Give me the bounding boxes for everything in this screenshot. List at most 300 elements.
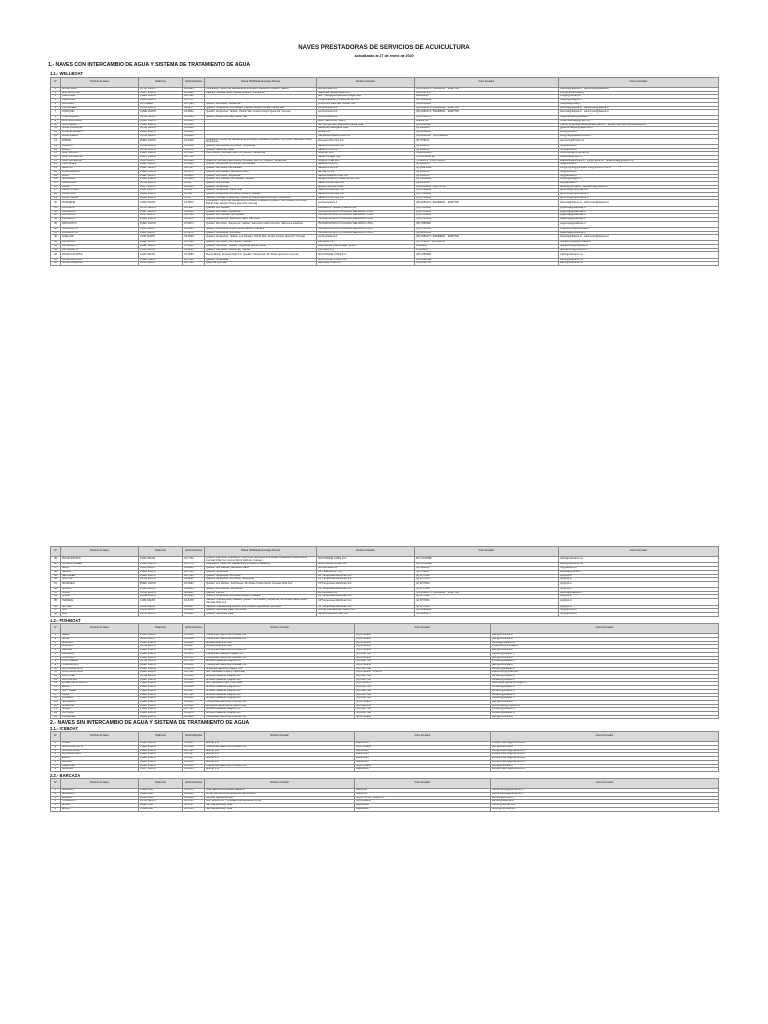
cell-owner-email[interactable]: nrp@debiolu.cl: [559, 612, 719, 616]
cell-owner-email[interactable]: enrique.cisterna@blumar.com: [491, 757, 719, 761]
cell-owner-name: La Peninsula S.A.: [317, 116, 415, 120]
cell-num: 5: [51, 649, 61, 653]
cell-call-sign: CA 7442: [183, 671, 205, 675]
cell-owner-email[interactable]: cpt@cpt.cl: [559, 599, 719, 605]
cell-owner-name: CPT Empresas Marítimas S.A.: [317, 605, 415, 609]
cell-owner-name: Cargueras Albatros Ltda S.A.: [317, 134, 415, 138]
cell-owner-email[interactable]: pam@krumlinda.cl: [491, 656, 719, 660]
cell-owner-email[interactable]: gguerrerhaugar@cadelchie.cl: [559, 127, 719, 131]
cell-vessel-name: CHILONQUES: [61, 116, 139, 120]
cell-owner-name: CPT Empresas Marítimas S.A.: [317, 588, 415, 592]
cell-owner-email[interactable]: info@cargueraslamostrea.cl: [559, 134, 719, 138]
cell-owner-name: José Salomón Almonacid Gallardo: [205, 789, 355, 793]
cell-owner-email[interactable]: cpt@cpt.cl: [559, 574, 719, 578]
cell-num: 50: [51, 578, 61, 582]
cell-registration: PUEO VALPO: [139, 749, 183, 753]
cell-num: 37: [51, 231, 61, 235]
cell-owner-email[interactable]: contacto@fisapod.cl: [491, 693, 719, 697]
cell-vessel-name: ORCA YAGAN: [61, 196, 139, 200]
cell-registration: PUEP VALPO: [139, 210, 183, 214]
cell-owner-email[interactable]: salmonwell@aguamarmin.cl: [491, 789, 719, 793]
cell-owner-email[interactable]: contacto@fisapod.cl: [491, 697, 719, 701]
column-header-owner-name: Nombre Armador: [317, 547, 415, 557]
cell-owner-email[interactable]: nrscabricoscas@rihclalue.cl: [559, 241, 719, 245]
cell-owner-phone: (2) 4608015: [415, 567, 559, 571]
cell-owner-email[interactable]: dmitrio@hotmail.com: [491, 804, 719, 808]
cell-num: 14: [51, 138, 61, 144]
cell-owner-email[interactable]: mmarinnavasa@gmail.com: [559, 120, 719, 124]
cell-owner-phone: (65) 7856665: [415, 206, 559, 210]
cell-owner-name: La Peninsula S.A.: [317, 567, 415, 571]
cell-num: 27: [51, 189, 61, 193]
cell-owner-email[interactable]: analuundia@knotrik.cl · info@navidin.cl · analuundia@grupfish.mx: [559, 159, 719, 163]
cell-owner-email[interactable]: enrique.cisterna@blumar.com: [491, 760, 719, 764]
cell-owner-email[interactable]: ainfo@prosal.cl: [559, 131, 719, 135]
cell-num: 8: [51, 116, 61, 120]
cell-owner-email[interactable]: pvgancaja@wellboat.cl: [559, 206, 719, 210]
cell-call-sign: CA 6384: [183, 609, 205, 613]
cell-discharge-plants: Quellón: Los Pandes: [205, 181, 317, 185]
cell-registration: PUEO VALPO: [139, 574, 183, 578]
cell-num: 11: [51, 127, 61, 131]
table-header-row: [51, 78, 719, 88]
cell-owner-email[interactable]: cpt@cpt.cl: [559, 605, 719, 609]
cell-discharge-plants: Quellón: Río Dulce, Surpesmar: [205, 174, 317, 178]
cell-owner-email[interactable]: operaciones@riodulce.cl: [559, 248, 719, 252]
cell-owner-name: La Peninsula S.A.: [317, 106, 415, 110]
cell-num: 18: [51, 156, 61, 160]
column-header-num: N°: [51, 624, 61, 634]
cell-num: 34: [51, 218, 61, 222]
cell-call-sign: CA 7333: [183, 749, 205, 753]
cell-vessel-name: CONTINELLE: [61, 660, 139, 664]
barcaza-table: [50, 778, 719, 811]
cell-owner-email[interactable]: nrp@debiolu.cl: [559, 163, 719, 167]
cell-owner-email[interactable]: contacto@fisapod.cl: [491, 675, 719, 679]
cell-vessel-name: ORCA: [61, 693, 139, 697]
cell-owner-email[interactable]: salmonwell@aguamarmin.cl: [491, 793, 719, 797]
cell-owner-name: Blumar S.A.: [205, 742, 355, 746]
cell-discharge-plants: Puerto Montt: Cermaq Chile S.A. Quellón: Surpesmar: [205, 152, 317, 156]
cell-owner-email[interactable]: contacto@fisapod.cl: [491, 667, 719, 671]
cell-num: 36: [51, 227, 61, 231]
cell-registration: PUEO VALPO: [139, 196, 183, 200]
cell-owner-email[interactable]: contacto@fisapod.cl: [491, 660, 719, 664]
cell-owner-email[interactable]: mamar_peguilla@calcahuanaservisma.cl · aurelio.ropiso@marimadrasuros.cl: [559, 123, 719, 127]
cell-owner-email[interactable]: tbarreda@lapasa.cl · salmonwell@lapasa.cl: [559, 235, 719, 241]
cell-registration: CURY VALPO: [139, 185, 183, 189]
cell-owner-email[interactable]: enrique.cisterna@blumar.com: [491, 742, 719, 746]
cell-owner-name: Naviera Orca S.A.: [317, 163, 415, 167]
cell-owner-email[interactable]: pam@krumlinda.cl: [491, 663, 719, 667]
cell-owner-name: Arriendo Navieras Fisapod S.A.: [205, 675, 355, 679]
cell-registration: PUEO VALPO: [139, 764, 183, 768]
cell-call-sign: CA 7556: [183, 214, 205, 218]
cell-registration: PUEO VALPO: [139, 742, 183, 746]
column-header-registration: Matrícula: [139, 779, 183, 789]
column-header-owner-phone: Fono Armador: [355, 624, 491, 634]
cell-owner-name: Transportes Marítimos Krumlike S.A.: [205, 638, 355, 642]
cell-registration: PUEO VALPO: [139, 686, 183, 690]
cell-owner-name: Soc. de Servicios Marítimos Mamar Ltda.: [317, 123, 415, 127]
cell-discharge-plants: Chacabuco: Centro de Faenamiento & Acopio Chacabuco Quellón: Río Dulce, Salmones Cailin, Surpesmar: [205, 138, 317, 144]
cell-owner-email[interactable]: cpt@cpt.cl: [559, 581, 719, 587]
cell-registration: CUCE VALPO: [139, 595, 183, 599]
cell-registration: PUEO VALPO: [139, 170, 183, 174]
cell-owner-email[interactable]: tbarreda@lapasa.cl · salmonwell@lapasa.cl: [559, 88, 719, 92]
cell-call-sign: CA 6086: [183, 638, 205, 642]
cell-owner-email[interactable]: aurelio@carmaa.cl · aunsantha@caltima.cl: [559, 185, 719, 189]
cell-owner-name: Blumar S.A.: [205, 749, 355, 753]
cell-owner-phone: (65) 2744950: [355, 746, 491, 750]
cell-owner-name: Blumar S.A.: [205, 768, 355, 772]
cell-num: 58: [51, 612, 61, 616]
cell-owner-phone: (65) 2531900: [415, 123, 559, 127]
cell-owner-email[interactable]: reservas.pm@cashmerahjos.cl: [491, 682, 719, 686]
cell-discharge-plants: Quellón: Los Pandes, Salmones Cailin: [205, 170, 317, 174]
cell-owner-phone: 998803265: [355, 760, 491, 764]
cell-owner-email[interactable]: enrique.cisterna@blumar.com: [491, 749, 719, 753]
cell-owner-email[interactable]: enrique.cisterna@blumar.com: [491, 768, 719, 772]
cell-num: 54: [51, 595, 61, 599]
cell-registration: CUEP VALPO: [139, 245, 183, 249]
column-header-owner-phone: Fono Armador: [355, 779, 491, 789]
cell-owner-email[interactable]: tbarreda@lapasa.cl: [559, 591, 719, 595]
cell-call-sign: CA 5002: [183, 110, 205, 116]
cell-num: 16: [51, 148, 61, 152]
cell-discharge-plants: Puerto Montt: Cermaq Chile S.A. Quellón: Surpesmar, Río Dulce Quemchi: Cermaq: [205, 252, 317, 258]
cell-discharge-plants: Quellón: Surpesmar, Río Dulce Calbuco: Caicaen: [205, 193, 317, 197]
cell-owner-phone: (2) 3077800: [415, 578, 559, 582]
cell-owner-email[interactable]: nrp@debiolu.cl: [559, 170, 719, 174]
cell-owner-email[interactable]: enrique.cisterna@blumar.com: [491, 753, 719, 757]
cell-owner-email[interactable]: mstrumieha@grupmar.me: [559, 152, 719, 156]
cell-call-sign: CA 5848: [183, 686, 205, 690]
cell-discharge-plants: Quellón: Surpesmar: [205, 258, 317, 262]
cell-owner-phone: (65) 2581073 / 652486501 · 9099?709: [415, 88, 559, 92]
cell-num: 8: [51, 660, 61, 664]
cell-call-sign: CA 7143: [183, 708, 205, 712]
table-header-row: [51, 732, 719, 742]
cell-vessel-name: CAROLINA: [61, 99, 139, 103]
cell-owner-email[interactable]: cddor@solstrans.me: [559, 258, 719, 262]
cell-owner-phone: 65 2-2855232: [415, 178, 559, 182]
cell-owner-email[interactable]: pam@krumlinda.cl: [491, 746, 719, 750]
cell-registration: CUTE VALPO: [139, 675, 183, 679]
table-row: [51, 612, 719, 616]
cell-owner-email[interactable]: nrp@debiolu.cl: [559, 567, 719, 571]
cell-owner-email[interactable]: pam@krumlinda.cl: [491, 715, 719, 719]
cell-owner-email[interactable]: tbarreda@lapasa.cl · salmonwell@lapasa.cl: [559, 200, 719, 206]
cell-owner-email[interactable]: gvcorrish@rupnomarca.cl: [559, 193, 719, 197]
cell-owner-name: Naviera Orca Chile S.A.: [317, 181, 415, 185]
cell-owner-email[interactable]: matriculad@fidex.cl: [559, 156, 719, 160]
cell-owner-phone: (65) 2581073 / 652486501 · 9099?709: [415, 110, 559, 116]
cell-owner-phone: 998840899: [355, 807, 491, 811]
cell-call-sign: CA 6767: [183, 804, 205, 808]
cell-owner-email[interactable]: nrp@debiolu.cl: [559, 174, 719, 178]
cell-owner-email[interactable]: rc@lanavaldes@lapasa.cl: [559, 116, 719, 120]
cell-call-sign: CA 8048: [183, 127, 205, 131]
cell-owner-email[interactable]: gvcorrish@rupnomarca.cl: [559, 196, 719, 200]
cell-owner-phone: (2) 4608015: [415, 163, 559, 167]
cell-owner-email[interactable]: mstyneb.ome@wellboat.cl: [559, 227, 719, 231]
cell-owner-email[interactable]: pam@krumlinda.cl: [491, 700, 719, 704]
cell-owner-name: Naviera El Navegante Ltda.: [317, 127, 415, 131]
cell-vessel-name: SALVADO: [61, 768, 139, 772]
cell-owner-email[interactable]: serca.pt@tivisisb.cl: [491, 796, 719, 800]
column-header-owner-phone: Fono Armador: [415, 78, 559, 88]
cell-registration: PUEO VALPO: [139, 581, 183, 587]
column-header-owner-email: Correo Armador: [491, 732, 719, 742]
cell-owner-email[interactable]: contacto@fisapod.cl: [491, 712, 719, 716]
cell-call-sign: CA 5628: [183, 178, 205, 182]
cell-owner-email[interactable]: cdwyer@abagon.cl: [559, 99, 719, 103]
cell-owner-email[interactable]: cpt@cpt.cl: [559, 595, 719, 599]
cell-owner-email[interactable]: dmitrio@hotmail.com: [491, 807, 719, 811]
cell-num: 17: [51, 693, 61, 697]
cell-call-sign: CA 8723: [183, 800, 205, 804]
cell-vessel-name: QUELLÓN: [61, 235, 139, 241]
cell-vessel-name: DON MAXI: [61, 102, 139, 106]
cell-call-sign: CA 3887: [183, 206, 205, 210]
cell-owner-phone: (2) 3077800: [415, 581, 559, 587]
cell-owner-email[interactable]: tucucontacto@castrum.cl: [491, 704, 719, 708]
cell-owner-email[interactable]: pvgancaja@wellboat.cl: [559, 231, 719, 235]
cell-owner-email[interactable]: cddor@solstrans.me: [559, 252, 719, 258]
cell-num: 14: [51, 682, 61, 686]
cell-call-sign: CA 3604: [183, 88, 205, 92]
cell-vessel-name: RONJA PIONEER: [61, 563, 139, 567]
cell-owner-email[interactable]: pam@krumlinda.cl: [491, 649, 719, 653]
cell-vessel-name: ORCA FINA: [61, 193, 139, 197]
cell-owner-name: San Nazario Emp. Ltda.: [205, 807, 355, 811]
cell-num: 41: [51, 248, 61, 252]
cell-owner-email[interactable]: erauzilnoyo@gmail.com: [491, 671, 719, 675]
cell-registration: CUIM VALPO: [139, 231, 183, 235]
cell-call-sign: CA 82: [183, 181, 205, 185]
cell-owner-email[interactable]: pvgancaja@wellboat.cl: [559, 218, 719, 222]
cell-owner-phone: (2) 4608015: [415, 612, 559, 616]
cell-registration: CURY VALPO: [139, 156, 183, 160]
cell-num: 3: [51, 749, 61, 753]
cell-call-sign: CA 7259: [183, 807, 205, 811]
cell-owner-phone: 757880-78 · (65) 2756831: [415, 159, 559, 163]
cell-vessel-name: DON NICOLAIDO: [61, 120, 139, 124]
cell-owner-phone: (65) 7856665: [415, 227, 559, 231]
cell-owner-email[interactable]: nrp@debiolu.cl: [559, 609, 719, 613]
cell-owner-email[interactable]: asimon@albamar.cl: [491, 800, 719, 804]
cell-call-sign: CA 7788: [183, 156, 205, 160]
column-header-call-sign: Señal distintiva: [183, 624, 205, 634]
cell-registration: PUEO VALPO: [139, 131, 183, 135]
cell-registration: PUEO VALPO: [139, 689, 183, 693]
cell-registration: PUEO VALPO: [139, 746, 183, 750]
column-header-owner-email: Correo Armador: [491, 779, 719, 789]
cell-call-sign: CA 6235: [183, 793, 205, 797]
cell-owner-phone: (65) 2856630: [415, 231, 559, 235]
cell-owner-email[interactable]: proc@camanchaca.cl: [559, 91, 719, 95]
cell-num: 4: [51, 99, 61, 103]
cell-num: 1: [51, 789, 61, 793]
cell-owner-name: Transportes Marítimos Krumlike S.A.: [205, 764, 355, 768]
cell-registration: PUEO VALPO: [139, 704, 183, 708]
cell-owner-phone: (65) 2760880: [415, 196, 559, 200]
cell-num: 28: [51, 193, 61, 197]
cell-owner-email[interactable]: tbarreda@lapasa.cl · salmonwell@lapasa.cl: [559, 106, 719, 110]
cell-owner-name: Arriendo Navieras Fisapod S.A.: [205, 697, 355, 701]
cell-owner-email[interactable]: pvgancaja@wellboat.cl: [559, 210, 719, 214]
cell-num: 39: [51, 241, 61, 245]
cell-registration: PUEP VALPO: [139, 241, 183, 245]
cell-owner-email[interactable]: pam@krumlinda.cl: [491, 638, 719, 642]
cell-owner-email[interactable]: tbarreda@lapasa.cl · salmonwell@lapasa.cl: [559, 110, 719, 116]
cell-owner-email[interactable]: cddor@solstrans.me: [559, 563, 719, 567]
cell-owner-email[interactable]: operarios@fiminsur.cl: [559, 138, 719, 144]
cell-owner-name: Grupmar SPA: [317, 152, 415, 156]
cell-owner-phone: (65) 2581073 / 652486501 · 9099?709: [415, 200, 559, 206]
cell-vessel-name: ANDINA II: [61, 645, 139, 649]
cell-owner-email[interactable]: nrp@debiolu.cl: [559, 181, 719, 185]
cell-vessel-name: ORIGOLOFF: [61, 181, 139, 185]
cell-vessel-name: CHAIQUE I: [61, 110, 139, 116]
cell-num: 18: [51, 697, 61, 701]
cell-owner-name: Transportes Navales Fisapod S.A.: [205, 652, 355, 656]
cell-owner-phone: (65) 2592883: [355, 800, 491, 804]
cell-owner-phone: 999662789: [415, 120, 559, 124]
cell-registration: PUEO VALPO: [139, 641, 183, 645]
cell-call-sign: CA 2622: [183, 700, 205, 704]
cell-discharge-plants: Quellón: Los Pandes, Salmones Cailin: [205, 567, 317, 571]
cell-call-sign: CA 6353: [183, 764, 205, 768]
column-header-discharge-plants: Planta Habilitada Descarga Directa: [205, 78, 317, 88]
cell-discharge-plants: Calbuco: Camanchaca Quellón: Los Pandes, Surpesmar, Río Dulce: [205, 605, 317, 609]
cell-vessel-name: ORCA I: [61, 185, 139, 189]
cell-registration: CURY VALPO: [139, 768, 183, 772]
cell-owner-email[interactable]: contacto@fisapod.cl: [491, 678, 719, 682]
cell-owner-email[interactable]: shtrl@m@Fhg@B·BN5T1-A.@PN5BT0·C1.cl: [559, 167, 719, 171]
cell-num: 9: [51, 663, 61, 667]
cell-owner-name: Transportes Marítimos Krumlike S.A.: [205, 700, 355, 704]
cell-owner-phone: (65) 2744950: [355, 634, 491, 638]
cell-registration: PUEO VALPO: [139, 652, 183, 656]
cell-owner-email[interactable]: contacto@fisapod.cl: [491, 708, 719, 712]
cell-num: 19: [51, 700, 61, 704]
cell-owner-email[interactable]: wellboats@cpwt.cl: [559, 570, 719, 574]
cell-discharge-plants: Quellón: Surpesmar: [205, 570, 317, 574]
cell-num: 7: [51, 656, 61, 660]
cell-owner-email[interactable]: pvgancaja@wellboat.cl: [559, 221, 719, 227]
cell-vessel-name: KATY FREE: [61, 689, 139, 693]
cell-vessel-name: CLAUDIA III: [61, 800, 139, 804]
cell-owner-phone: (65) 3017788: [355, 697, 491, 701]
cell-owner-email[interactable]: cpt@cpt.cl: [559, 578, 719, 582]
cell-num: 44: [51, 262, 61, 266]
cell-owner-phone: (2) 3077800: [415, 588, 559, 592]
cell-num: 5: [51, 757, 61, 761]
cell-owner-name: Arriendo Navieras Fisapod S.A.: [205, 678, 355, 682]
cell-discharge-plants: Quemchi: Cermaq Puerto Montt: Cermaq Chile S.A. Quellón: Surpesmar: [205, 159, 317, 163]
cell-owner-email[interactable]: contacto@fisapod.cl: [491, 652, 719, 656]
cell-call-sign: CA 6241: [183, 591, 205, 595]
cell-num: 15: [51, 686, 61, 690]
cell-owner-email[interactable]: fmatyesa@fusal.cl: [559, 102, 719, 106]
cell-call-sign: CA 6284: [183, 248, 205, 252]
cell-owner-phone: (2) 2572615 · (65) 2600?2: [415, 241, 559, 245]
cell-registration: CURE VALPO: [139, 110, 183, 116]
cell-owner-email[interactable]: cdwyer@abagon.cl: [559, 178, 719, 182]
cell-owner-name: Transportes Marítimos Krumlike S.A.: [205, 634, 355, 638]
cell-owner-email[interactable]: iwoods@fotosemo.cl: [491, 641, 719, 645]
cell-num: 25: [51, 181, 61, 185]
cell-owner-name: Acropodio Marítimos de Castro Ltda.: [205, 704, 355, 708]
column-header-num: N°: [51, 732, 61, 742]
cell-owner-phone: (65) 2527350: [415, 91, 559, 95]
cell-call-sign: CA 3668: [183, 159, 205, 163]
column-header-owner-phone: Fono Armador: [355, 732, 491, 742]
cell-owner-email[interactable]: s.argel@hsmarg.cl: [559, 95, 719, 99]
cell-owner-email[interactable]: pvgancaja@wellboat.cl: [559, 214, 719, 218]
cell-owner-email[interactable]: nrp@debiolu.cl: [559, 148, 719, 152]
cell-owner-phone: 998803265: [355, 768, 491, 772]
cell-owner-phone: 998803265: [355, 742, 491, 746]
cell-discharge-plants: Calbuco: Caicaen Chacabuco: Centro de Faenamiento & Acopio Chacabuco: [205, 196, 317, 200]
table-row: [51, 768, 719, 772]
cell-owner-name: Pesquera & Travelling Service S.A.: [317, 206, 415, 210]
cell-registration: CUIO VALPO: [139, 159, 183, 163]
cell-owner-phone: (2) 3077800: [415, 605, 559, 609]
cell-registration: CUTE VALPO: [139, 148, 183, 152]
cell-call-sign: CA 303: [183, 193, 205, 197]
cell-owner-email[interactable]: e.rtanichoz@omsaga.cl: [491, 645, 719, 649]
cell-vessel-name: SALAMBRU: [61, 700, 139, 704]
cell-discharge-plants: Quellón: Río Dulce, Surpesmar, Yadhan, Salmones Cailin Chonchi: Salmones Antártica: [205, 221, 317, 227]
cell-registration: PUEP VALPO: [139, 167, 183, 171]
cell-registration: CUTE VALPO: [139, 127, 183, 131]
cell-owner-email[interactable]: cpt@cpt.cl: [559, 588, 719, 592]
cell-owner-name: BETNETS S.A.: [317, 170, 415, 174]
cell-owner-phone: (65) 6716574: [355, 682, 491, 686]
cell-call-sign: CA 5569: [183, 252, 205, 258]
cell-registration: PUEO VALPO: [139, 634, 183, 638]
cell-registration: CUIM VALPO: [139, 200, 183, 206]
cell-owner-email[interactable]: pam@krumlinda.cl: [491, 764, 719, 768]
column-header-owner-name: Nombre Armador: [205, 779, 355, 789]
cell-num: 32: [51, 210, 61, 214]
cell-vessel-name: EMMA: [61, 686, 139, 690]
cell-vessel-name: GRIP SUPERIOR: [61, 159, 139, 163]
cell-owner-email[interactable]: nrp@debiolu.cl: [559, 144, 719, 148]
cell-vessel-name: HIRONDALL: [61, 163, 139, 167]
cell-owner-email[interactable]: pam@krumlinda.cl: [491, 634, 719, 638]
cell-call-sign: CA 6611: [183, 578, 205, 582]
cell-owner-email[interactable]: cddor@solstrans.me: [559, 262, 719, 266]
column-header-vessel-name: Nombre de Nave: [61, 779, 139, 789]
cell-owner-phone: (65) 3017788: [355, 686, 491, 690]
cell-num: 45: [51, 557, 61, 563]
cell-owner-email[interactable]: cddor@solstrans.me: [559, 557, 719, 563]
cell-call-sign: CA 63: [183, 196, 205, 200]
cell-owner-email[interactable]: gvcorrish@rupnomarca.cl: [559, 189, 719, 193]
cell-discharge-plants: Quellón: Surpesmar: [205, 185, 317, 189]
cell-owner-name: José Manuel Ciarrochiego Herrero: [317, 245, 415, 249]
column-header-registration: Matrícula: [139, 732, 183, 742]
cell-owner-email[interactable]: contacto@fisapod.cl: [491, 689, 719, 693]
cell-owner-email[interactable]: operaciones@riodulce.cl: [559, 245, 719, 249]
cell-owner-email[interactable]: contacto@fisapod.cl: [491, 686, 719, 690]
cell-call-sign: CA 8841: [183, 567, 205, 571]
cell-registration: PUEO VALPO: [139, 753, 183, 757]
